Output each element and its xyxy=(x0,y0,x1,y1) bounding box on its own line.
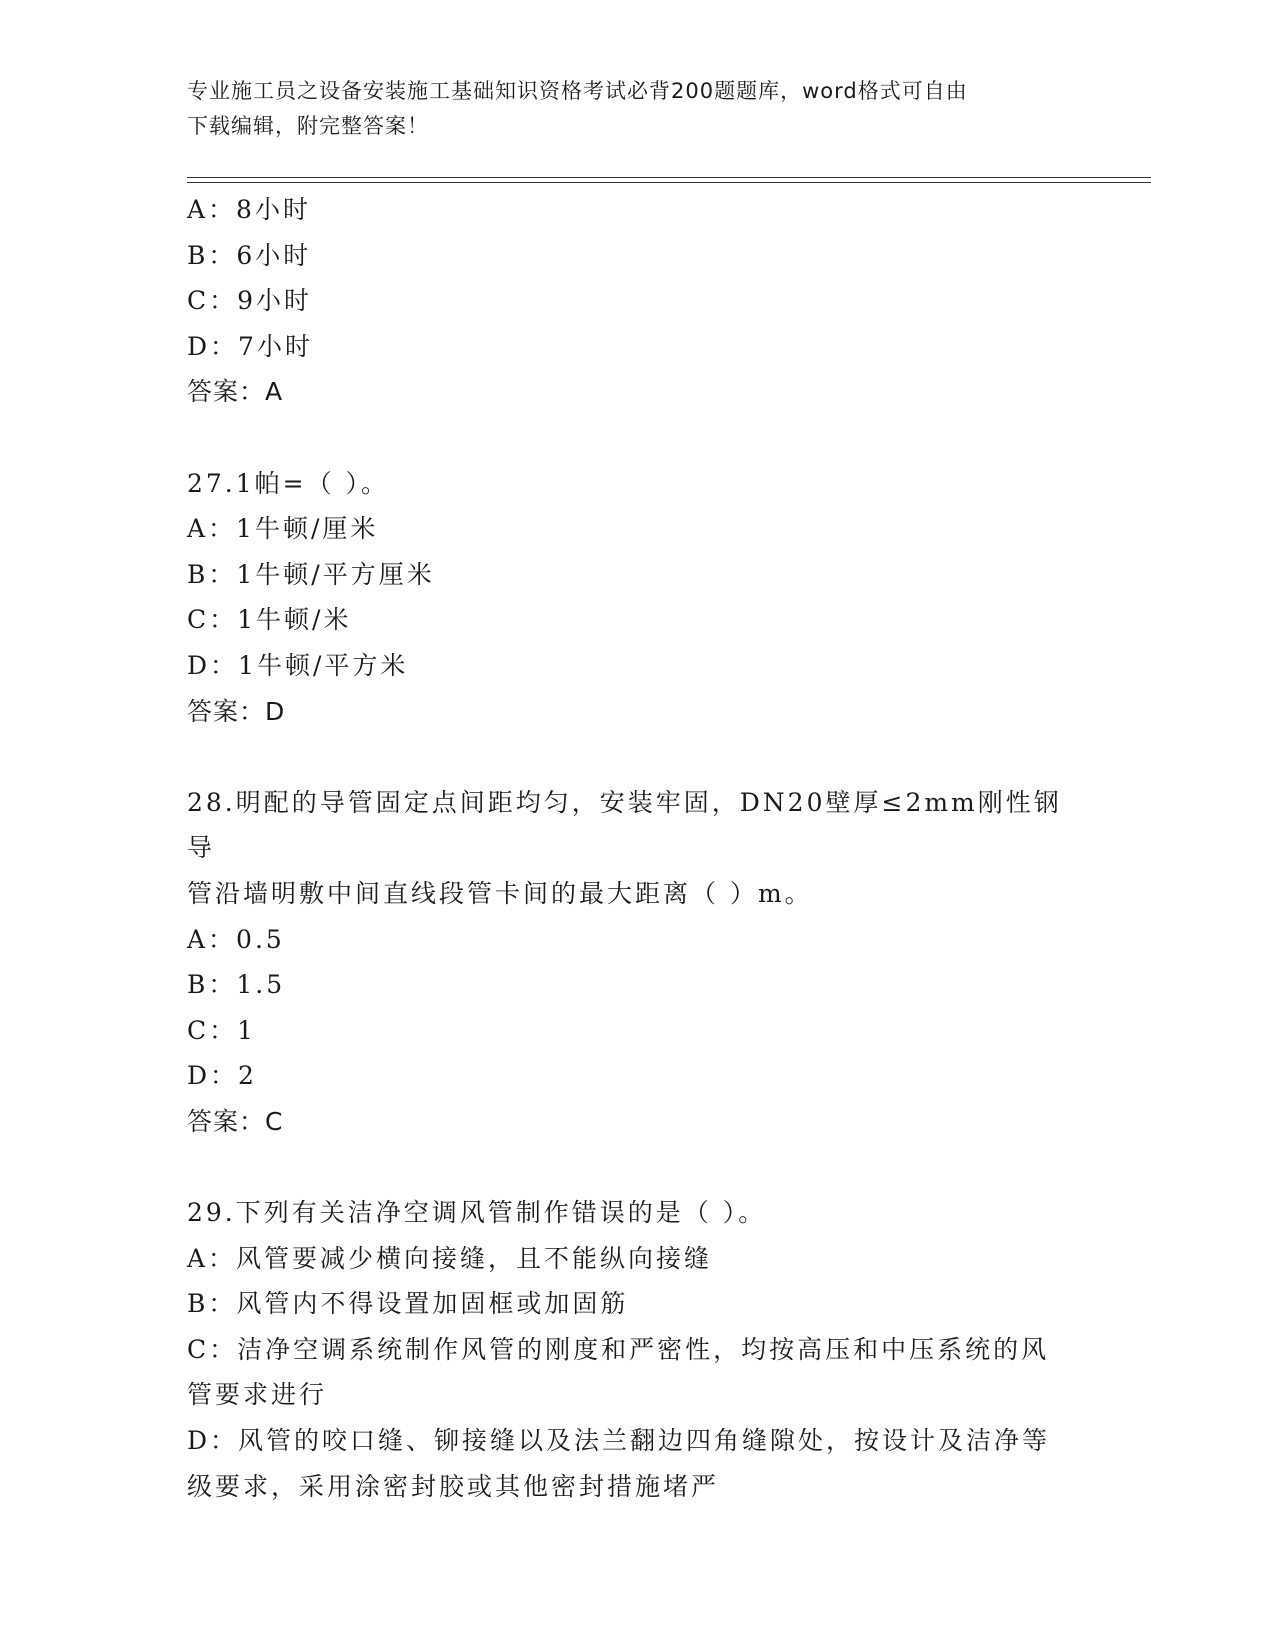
question-list xyxy=(187,187,1087,1509)
question-28 xyxy=(187,780,1087,1145)
question-text-line-2: 管沿墙明敷中间直线段管卡间的最大距离（ ）m。 xyxy=(187,878,813,908)
spacer xyxy=(187,1144,1087,1190)
document-header xyxy=(187,74,1067,144)
answer-line: 答案：C xyxy=(187,1106,284,1136)
option-c: C：9小时 xyxy=(187,286,313,316)
option-a: A：风管要减少横向接缝，且不能纵向接缝 xyxy=(187,1243,713,1273)
option-b: B：6小时 xyxy=(187,240,312,270)
question-27 xyxy=(187,461,1087,735)
option-a: A：8小时 xyxy=(187,195,311,224)
option-d: D：2 xyxy=(187,1061,257,1091)
spacer xyxy=(187,415,1087,461)
option-d-line-1: D：风管的咬口缝、铆接缝以及法兰翻边四角缝隙处，按设计及洁净等 xyxy=(187,1426,1051,1456)
header-divider-bottom xyxy=(187,182,1151,183)
option-c-line-2: 管要求进行 xyxy=(187,1380,328,1410)
header-divider-top xyxy=(187,177,1151,178)
option-d-line-2: 级要求，采用涂密封胶或其他密封措施堵严 xyxy=(187,1471,720,1501)
header-line-1: 专业施工员之设备安装施工基础知识资格考试必背200题题库，word格式可自由 xyxy=(187,79,968,103)
header-line-2: 下载编辑，附完整答案！ xyxy=(187,114,429,138)
option-d: D：1牛顿/平方米 xyxy=(187,650,409,680)
option-c-line-1: C：洁净空调系统制作风管的刚度和严密性，均按高压和中压系统的风 xyxy=(187,1334,1050,1364)
question-text-line-1: 28.明配的导管固定点间距均匀，安装牢固，DN20壁厚≤2mm刚性钢导 xyxy=(187,787,1062,863)
option-d: D：7小时 xyxy=(187,331,313,361)
question-26 xyxy=(187,187,1087,415)
option-a: A：0.5 xyxy=(187,924,285,954)
answer-line: 答案：A xyxy=(187,377,284,407)
question-text: 27.1帕=（ ）。 xyxy=(187,468,390,498)
option-b: B：1.5 xyxy=(187,970,286,1000)
option-c: C：1牛顿/米 xyxy=(187,605,352,635)
question-29 xyxy=(187,1190,1087,1509)
option-c: C：1 xyxy=(187,1015,257,1045)
option-a: A：1牛顿/厘米 xyxy=(187,514,379,544)
spacer xyxy=(187,734,1087,780)
option-b: B：1牛顿/平方厘米 xyxy=(187,559,435,589)
option-b: B：风管内不得设置加固框或加固筋 xyxy=(187,1289,629,1319)
question-text: 29.下列有关洁净空调风管制作错误的是（ ）。 xyxy=(187,1198,767,1228)
answer-line: 答案：D xyxy=(187,696,286,726)
